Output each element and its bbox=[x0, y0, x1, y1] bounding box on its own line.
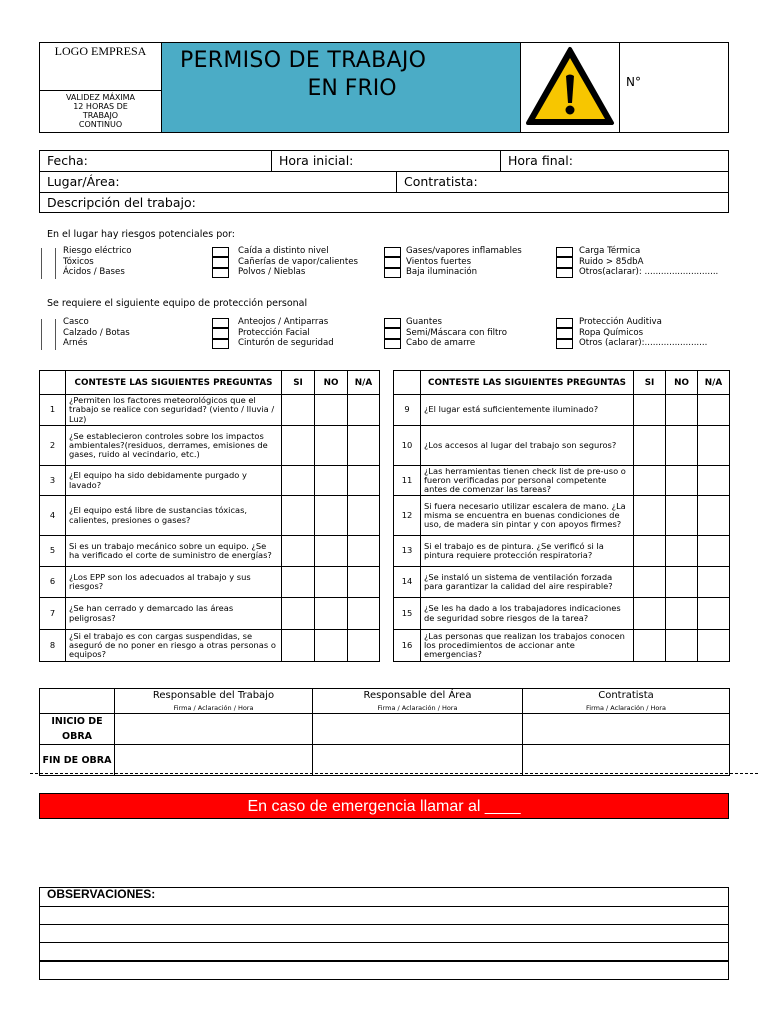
validity-note bbox=[40, 90, 161, 132]
ppe-item: Cabo de amarre bbox=[406, 338, 476, 349]
question-number: 5 bbox=[40, 536, 66, 567]
ppe-item: Casco bbox=[63, 317, 89, 327]
ppe-item: Semi/Máscara con filtro bbox=[406, 327, 508, 338]
answer-no[interactable] bbox=[666, 466, 698, 496]
question-text: ¿Se instaló un sistema de ventilación forzada para garantizar la calidad del aire respirable? bbox=[421, 567, 634, 598]
q-header-si: SI bbox=[634, 371, 666, 395]
answer-no[interactable] bbox=[666, 496, 698, 536]
sig-col-label: Contratista bbox=[598, 690, 654, 701]
risks-title: En el lugar hay riesgos potenciales por: bbox=[47, 229, 235, 240]
date-field[interactable]: Fecha: bbox=[39, 150, 272, 172]
risks-item: Otros(aclarar): ........................... bbox=[579, 267, 719, 278]
answer-na[interactable] bbox=[698, 496, 730, 536]
answer-si[interactable] bbox=[634, 395, 666, 426]
ppe-checkbox[interactable] bbox=[212, 318, 229, 329]
answer-na[interactable] bbox=[348, 536, 380, 567]
risks-checkbox[interactable] bbox=[212, 268, 229, 279]
ppe-item: Protección Facial bbox=[238, 327, 310, 338]
answer-na[interactable] bbox=[698, 426, 730, 466]
risks-item: Cañerías de vapor/calientes bbox=[238, 256, 358, 267]
q-header-na: N/A bbox=[698, 371, 730, 395]
q-header-blank bbox=[40, 371, 66, 395]
question-text: ¿Se han cerrado y demarcado las áreas peligrosas? bbox=[66, 598, 282, 630]
question-text: ¿Los EPP son los adecuados al trabajo y sus riesgos? bbox=[66, 567, 282, 598]
question-text: Si es un trabajo mecánico sobre un equipo. ¿Se ha verificado el corte de suministro de energías? bbox=[66, 536, 282, 567]
question-text: ¿Se establecieron controles sobre los impactos ambientales?(residuos, derrames, emisiones de gases, ruido al vecindario, etc.) bbox=[66, 426, 282, 466]
answer-si[interactable] bbox=[282, 536, 315, 567]
ppe-checkbox-divider bbox=[55, 319, 56, 350]
question-row bbox=[40, 395, 380, 426]
answer-no[interactable] bbox=[315, 598, 348, 630]
question-row bbox=[394, 395, 730, 426]
ppe-item: Protección Auditiva bbox=[579, 317, 662, 327]
question-number: 3 bbox=[40, 466, 66, 496]
risks-checkbox[interactable] bbox=[212, 247, 229, 258]
ppe-title: Se requiere el siguiente equipo de protección personal bbox=[47, 298, 308, 309]
sig-col-sub: Firma / Aclaración / Hora bbox=[586, 704, 666, 712]
question-number: 7 bbox=[40, 598, 66, 630]
answer-no[interactable] bbox=[315, 567, 348, 598]
question-row bbox=[394, 598, 730, 630]
question-text: ¿Los accesos al lugar del trabajo son seguros? bbox=[421, 426, 634, 466]
permit-number-field[interactable]: N° bbox=[619, 42, 729, 133]
emergency-banner: En caso de emergencia llamar al ____ bbox=[39, 793, 729, 819]
answer-no[interactable] bbox=[315, 536, 348, 567]
risks-item: Tóxicos bbox=[63, 256, 94, 267]
question-row bbox=[40, 466, 380, 496]
ppe-item: Guantes bbox=[406, 317, 442, 327]
answer-no[interactable] bbox=[315, 426, 348, 466]
ppe-item: Anteojos / Antiparras bbox=[238, 317, 329, 327]
sig-cell[interactable] bbox=[313, 745, 523, 776]
answer-si[interactable] bbox=[634, 466, 666, 496]
warning-box bbox=[520, 42, 620, 133]
title-box bbox=[161, 42, 521, 133]
questions-table-right bbox=[393, 370, 730, 662]
ppe-checkbox[interactable] bbox=[384, 339, 401, 350]
title-line-1: PERMISO DE TRABAJO bbox=[180, 48, 427, 73]
question-number: 2 bbox=[40, 426, 66, 466]
risks-item: Riesgo eléctrico bbox=[63, 246, 132, 256]
questions-table-left bbox=[39, 370, 380, 662]
question-text: ¿El equipo ha sido debidamente purgado y lavado? bbox=[66, 466, 282, 496]
question-row bbox=[40, 630, 380, 662]
logo-box bbox=[39, 42, 162, 133]
answer-no[interactable] bbox=[666, 630, 698, 662]
sig-cell[interactable] bbox=[115, 745, 313, 776]
question-row bbox=[40, 567, 380, 598]
question-row bbox=[394, 630, 730, 662]
ppe-item: Cinturón de seguridad bbox=[238, 338, 334, 349]
answer-no[interactable] bbox=[315, 395, 348, 426]
sig-cell[interactable] bbox=[523, 714, 730, 745]
observation-line[interactable] bbox=[39, 942, 729, 961]
validity-line: VALIDEZ MÁXIMA bbox=[65, 93, 136, 102]
question-number: 11 bbox=[394, 466, 421, 496]
question-row bbox=[394, 567, 730, 598]
sig-col-label: Responsable del Área bbox=[363, 690, 472, 701]
answer-na[interactable] bbox=[698, 395, 730, 426]
start-time-field[interactable]: Hora inicial: bbox=[271, 150, 501, 172]
sig-col-sub: Firma / Aclaración / Hora bbox=[173, 704, 254, 712]
answer-no[interactable] bbox=[666, 426, 698, 466]
question-number: 1 bbox=[40, 395, 66, 426]
ppe-checkbox-divider bbox=[41, 319, 42, 350]
answer-no[interactable] bbox=[315, 496, 348, 536]
sig-col-sub: Firma / Aclaración / Hora bbox=[377, 704, 458, 712]
risks-checkbox[interactable] bbox=[212, 257, 229, 268]
answer-si[interactable] bbox=[282, 567, 315, 598]
sig-col-work bbox=[115, 689, 313, 714]
location-field[interactable]: Lugar/Área: bbox=[39, 171, 397, 193]
answer-si[interactable] bbox=[282, 426, 315, 466]
ppe-item: Otros (aclarar):....................... bbox=[579, 338, 708, 349]
answer-na[interactable] bbox=[348, 466, 380, 496]
risks-item: Caída a distinto nivel bbox=[238, 246, 329, 256]
validity-line: CONTINUO bbox=[78, 120, 123, 129]
answer-na[interactable] bbox=[698, 598, 730, 630]
question-number: 13 bbox=[394, 536, 421, 567]
row-label-end: FIN DE OBRA bbox=[40, 745, 115, 776]
question-text: ¿Permiten los factores meteorológicos que el trabajo se realice con seguridad? (viento / lluvia / Luz) bbox=[66, 395, 282, 426]
observation-line[interactable] bbox=[39, 961, 729, 980]
question-row bbox=[40, 426, 380, 466]
answer-si[interactable] bbox=[282, 598, 315, 630]
signatures-corner bbox=[40, 689, 115, 714]
answer-na[interactable] bbox=[348, 630, 380, 662]
answer-si[interactable] bbox=[282, 496, 315, 536]
question-number: 16 bbox=[394, 630, 421, 662]
answer-na[interactable] bbox=[348, 598, 380, 630]
answer-na[interactable] bbox=[698, 567, 730, 598]
risks-checkbox[interactable] bbox=[384, 268, 401, 279]
q-header-no: NO bbox=[315, 371, 348, 395]
question-text: ¿El lugar está suficientemente iluminado? bbox=[421, 395, 634, 426]
risks-item: Gases/vapores inflamables bbox=[406, 246, 522, 256]
warning-triangle-icon bbox=[521, 43, 619, 132]
observation-line[interactable] bbox=[39, 924, 729, 943]
question-number: 12 bbox=[394, 496, 421, 536]
risks-checkbox[interactable] bbox=[384, 257, 401, 268]
q-header-question: CONTESTE LAS SIGUIENTES PREGUNTAS bbox=[66, 371, 282, 395]
answer-na[interactable] bbox=[698, 466, 730, 496]
ppe-item: Arnés bbox=[63, 338, 88, 349]
question-text: ¿Se les ha dado a los trabajadores indicaciones de seguridad sobre riesgos de la tarea? bbox=[421, 598, 634, 630]
answer-na[interactable] bbox=[698, 536, 730, 567]
question-row bbox=[394, 466, 730, 496]
question-number: 6 bbox=[40, 567, 66, 598]
ppe-item: Ropa Químicos bbox=[579, 327, 644, 338]
ppe-item: Calzado / Botas bbox=[63, 327, 130, 338]
end-time-field[interactable]: Hora final: bbox=[500, 150, 729, 172]
cut-line bbox=[30, 773, 758, 774]
ppe-checkbox[interactable] bbox=[384, 328, 401, 339]
q-header-question: CONTESTE LAS SIGUIENTES PREGUNTAS bbox=[421, 371, 634, 395]
sig-cell[interactable] bbox=[523, 745, 730, 776]
question-number: 14 bbox=[394, 567, 421, 598]
answer-no[interactable] bbox=[315, 466, 348, 496]
sig-cell[interactable] bbox=[313, 714, 523, 745]
risks-item: Vientos fuertes bbox=[406, 256, 472, 267]
sig-col-area bbox=[313, 689, 523, 714]
ppe-checkbox[interactable] bbox=[556, 328, 573, 339]
answer-na[interactable] bbox=[348, 496, 380, 536]
risks-checkbox[interactable] bbox=[384, 247, 401, 258]
answer-si[interactable] bbox=[282, 630, 315, 662]
observation-line[interactable] bbox=[39, 906, 729, 925]
answer-si[interactable] bbox=[634, 536, 666, 567]
answer-na[interactable] bbox=[348, 395, 380, 426]
question-row bbox=[40, 496, 380, 536]
question-text: ¿El equipo está libre de sustancias tóxicas, calientes, presiones o gases? bbox=[66, 496, 282, 536]
risks-checkbox-divider bbox=[41, 248, 42, 279]
question-row bbox=[40, 598, 380, 630]
ppe-checkbox[interactable] bbox=[384, 318, 401, 329]
risks-checkbox[interactable] bbox=[556, 247, 573, 258]
risks-checkbox[interactable] bbox=[556, 268, 573, 279]
answer-no[interactable] bbox=[315, 630, 348, 662]
ppe-checkbox[interactable] bbox=[556, 318, 573, 329]
sig-col-contractor bbox=[523, 689, 730, 714]
observations-box bbox=[39, 887, 729, 980]
question-text: Si el trabajo es de pintura. ¿Se verificó si la pintura requiere protección respiratoria? bbox=[421, 536, 634, 567]
risks-checkbox-divider bbox=[55, 248, 56, 279]
risks-item: Polvos / Nieblas bbox=[238, 267, 306, 278]
sig-col-label: Responsable del Trabajo bbox=[152, 690, 275, 701]
answer-si[interactable] bbox=[282, 395, 315, 426]
question-number: 9 bbox=[394, 395, 421, 426]
sig-cell[interactable] bbox=[115, 714, 313, 745]
question-row bbox=[394, 426, 730, 466]
risks-checkbox[interactable] bbox=[556, 257, 573, 268]
contractor-field[interactable]: Contratista: bbox=[396, 171, 729, 193]
question-number: 10 bbox=[394, 426, 421, 466]
q-header-si: SI bbox=[282, 371, 315, 395]
risks-item: Carga Térmica bbox=[579, 246, 641, 256]
answer-si[interactable] bbox=[282, 466, 315, 496]
observations-label: OBSERVACIONES: bbox=[39, 887, 729, 907]
question-row bbox=[40, 536, 380, 567]
answer-si[interactable] bbox=[634, 567, 666, 598]
answer-na[interactable] bbox=[348, 426, 380, 466]
answer-si[interactable] bbox=[634, 630, 666, 662]
row-label-start: INICIO DE OBRA bbox=[40, 714, 115, 745]
q-header-no: NO bbox=[666, 371, 698, 395]
risks-item: Baja iluminación bbox=[406, 267, 478, 278]
ppe-checkbox[interactable] bbox=[556, 339, 573, 350]
answer-na[interactable] bbox=[698, 630, 730, 662]
question-text: Si fuera necesario utilizar escalera de mano. ¿La misma se encuentra en buenas condiciones de uso, de madera sin pintar y con apoyos firmes? bbox=[421, 496, 634, 536]
signatures-table bbox=[39, 688, 730, 776]
ppe-checkbox[interactable] bbox=[212, 339, 229, 350]
answer-si[interactable] bbox=[634, 496, 666, 536]
question-row bbox=[394, 536, 730, 567]
ppe-checkbox[interactable] bbox=[212, 328, 229, 339]
answer-na[interactable] bbox=[348, 567, 380, 598]
answer-no[interactable] bbox=[666, 395, 698, 426]
risks-item: Ruido > 85dbA bbox=[579, 256, 644, 267]
q-header-blank bbox=[394, 371, 421, 395]
question-number: 8 bbox=[40, 630, 66, 662]
title-line-2: EN FRIO bbox=[307, 76, 397, 101]
validity-line: TRABAJO bbox=[82, 111, 119, 120]
answer-no[interactable] bbox=[666, 598, 698, 630]
question-text: ¿Si el trabajo es con cargas suspendidas, se aseguró de no poner en riesgo a otras personas o equipos? bbox=[66, 630, 282, 662]
answer-si[interactable] bbox=[634, 598, 666, 630]
question-text: ¿Las personas que realizan los trabajos conocen los procedimientos de accionar ante emergencias? bbox=[421, 630, 634, 662]
q-header-na: N/A bbox=[348, 371, 380, 395]
question-number: 4 bbox=[40, 496, 66, 536]
question-number: 15 bbox=[394, 598, 421, 630]
question-row bbox=[394, 496, 730, 536]
validity-line: 12 HORAS DE bbox=[73, 102, 128, 111]
logo-text: LOGO EMPRESA bbox=[54, 44, 147, 58]
answer-si[interactable] bbox=[634, 426, 666, 466]
risks-item: Ácidos / Bases bbox=[63, 267, 125, 278]
answer-no[interactable] bbox=[666, 567, 698, 598]
question-text: ¿Las herramientas tienen check list de pre-uso o fueron verificadas por personal competente antes de comenzar las tareas? bbox=[421, 466, 634, 496]
answer-no[interactable] bbox=[666, 536, 698, 567]
description-field[interactable]: Descripción del trabajo: bbox=[39, 192, 729, 213]
